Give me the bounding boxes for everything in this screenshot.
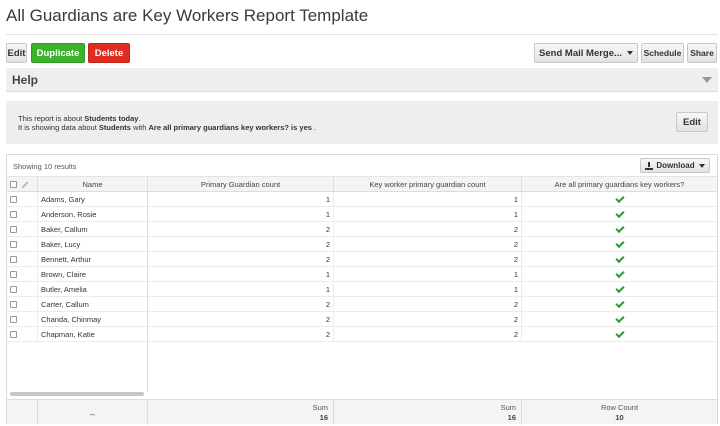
row-select-cell [7,222,38,237]
report-description [6,101,718,144]
check-icon [615,299,624,308]
help-title: Help [12,73,39,87]
check-icon [615,224,624,233]
cell-name[interactable]: Brown, Claire [38,267,148,282]
table-footer [7,399,717,424]
row-checkbox[interactable] [10,196,17,203]
row-select-cell [7,297,38,312]
row-checkbox[interactable] [10,211,17,218]
share-button[interactable]: Share [687,43,717,63]
check-icon [615,254,624,263]
chevron-down-icon [699,164,705,168]
title-divider [6,34,718,35]
check-icon [615,329,624,338]
footer-primary-sum [148,400,334,425]
cell-all-key-workers [522,327,717,342]
cell-all-key-workers [522,267,717,282]
filter-suffix: . [311,123,317,132]
cell-name[interactable]: Chanda, Chinmay [38,312,148,327]
send-mail-merge-label: Send Mail Merge... [539,47,622,59]
send-mail-merge-button[interactable] [534,43,638,63]
cell-key-worker-count: 2 [334,327,522,342]
row-select-cell [7,267,38,282]
table-row[interactable] [7,192,717,207]
filter-mid: with [130,123,149,132]
cell-name[interactable]: Bennett, Arthur [38,252,148,267]
row-select-cell [7,192,38,207]
report-filter-line [18,123,316,132]
table-row[interactable] [7,222,717,237]
frozen-column-divider [147,192,148,392]
cell-name[interactable]: Baker, Lucy [38,237,148,252]
chevron-down-icon [627,51,633,55]
column-header-all-key-workers[interactable]: Are all primary guardians key workers? [554,180,685,189]
cell-all-key-workers [522,222,717,237]
row-checkbox[interactable] [10,256,17,263]
download-label: Download [656,161,695,170]
row-select-cell [7,237,38,252]
cell-primary-guardian-count: 1 [148,282,334,297]
help-panel-header[interactable] [6,68,718,92]
cell-name[interactable]: Adams, Gary [38,192,148,207]
cell-key-worker-count: 1 [334,267,522,282]
cell-all-key-workers [522,312,717,327]
results-count: Showing 10 results [13,162,77,171]
row-select-cell [7,252,38,267]
footer-name-cell [38,400,148,425]
footer-keyworker-sum [334,400,522,425]
cell-primary-guardian-count: 1 [148,192,334,207]
pencil-icon [21,181,28,188]
row-select-cell [7,207,38,222]
cell-all-key-workers [522,252,717,267]
check-icon [615,314,624,323]
check-icon [615,239,624,248]
download-button[interactable] [640,158,710,173]
column-header-key-worker-count[interactable]: Key worker primary guardian count [334,177,522,192]
cell-primary-guardian-count: 2 [148,327,334,342]
row-select-cell [7,282,38,297]
cell-primary-guardian-count: 1 [148,207,334,222]
table-row[interactable] [7,282,717,297]
cell-primary-guardian-count: 2 [148,312,334,327]
collapse-caret-icon[interactable] [702,77,712,83]
row-select-cell [7,312,38,327]
cell-name[interactable]: Anderson, Rosie [38,207,148,222]
row-select-cell [7,327,38,342]
cell-name[interactable]: Chapman, Katie [38,327,148,342]
row-checkbox[interactable] [10,241,17,248]
page-title: All Guardians are Key Workers Report Template [6,6,369,25]
table-row[interactable] [7,252,717,267]
table-row[interactable] [7,237,717,252]
table-row[interactable] [7,312,717,327]
cell-key-worker-count: 1 [334,192,522,207]
row-checkbox[interactable] [10,331,17,338]
horizontal-scrollbar[interactable] [10,392,144,396]
cell-name[interactable]: Baker, Callum [38,222,148,237]
cell-all-key-workers [522,237,717,252]
grid-toolbar [7,155,717,177]
cell-primary-guardian-count: 1 [148,267,334,282]
cell-primary-guardian-count: 2 [148,252,334,267]
row-checkbox[interactable] [10,316,17,323]
select-all-checkbox[interactable] [10,181,17,188]
table-header [7,177,717,192]
cell-all-key-workers [522,282,717,297]
footer-row-count-value: 10 [615,413,624,422]
download-icon [645,162,653,170]
results-grid [6,154,718,424]
about-prefix: This report is about [18,114,85,123]
footer-select-cell [7,400,38,425]
footer-keyworker-label: Sum [500,403,516,412]
cell-key-worker-count: 2 [334,252,522,267]
column-header-primary-guardian-count[interactable]: Primary Guardian count [148,177,334,192]
cell-all-key-workers [522,207,717,222]
footer-primary-label: Sum [312,403,328,412]
row-checkbox[interactable] [10,301,17,308]
check-icon [615,269,624,278]
about-suffix: . [138,114,141,123]
cell-name[interactable]: Carter, Callum [38,297,148,312]
footer-row-count-label: Row Count [600,403,639,412]
duplicate-button[interactable]: Duplicate [31,43,85,63]
cell-name[interactable]: Butler, Amelia [38,282,148,297]
cell-key-worker-count: 2 [334,297,522,312]
row-checkbox[interactable] [10,226,17,233]
cell-key-worker-count: 2 [334,312,522,327]
table-row[interactable] [7,207,717,222]
edit-description-button[interactable]: Edit [676,112,708,132]
cell-primary-guardian-count: 2 [148,222,334,237]
check-icon [615,284,624,293]
footer-row-count [522,400,717,425]
row-checkbox[interactable] [10,286,17,293]
footer-keyworker-value: 16 [507,413,516,422]
check-icon [615,209,624,218]
filter-condition: Are all primary guardians key workers? is yes [148,123,312,132]
footer-primary-value: 16 [319,413,328,422]
about-subject: Students today [84,114,139,123]
cell-primary-guardian-count: 2 [148,297,334,312]
cell-key-worker-count: 1 [334,282,522,297]
cell-all-key-workers [522,192,717,207]
header-select-cell [7,177,38,192]
filter-prefix: It is showing data about [18,123,99,132]
cell-key-worker-count: 2 [334,222,522,237]
cell-key-worker-count: 2 [334,237,522,252]
table-row[interactable] [7,267,717,282]
table-row[interactable] [7,297,717,312]
cell-key-worker-count: 1 [334,207,522,222]
filter-subject: Students [98,123,131,132]
check-icon [615,194,624,203]
cell-all-key-workers [522,297,717,312]
schedule-button[interactable]: Schedule [641,43,684,63]
cell-primary-guardian-count: 2 [148,237,334,252]
delete-button[interactable]: Delete [88,43,130,63]
row-checkbox[interactable] [10,271,17,278]
report-about-line [18,114,141,123]
footer-dash: – [89,409,95,419]
edit-button[interactable]: Edit [6,43,27,63]
table-row[interactable] [7,327,717,342]
column-header-name[interactable]: Name [38,177,148,192]
